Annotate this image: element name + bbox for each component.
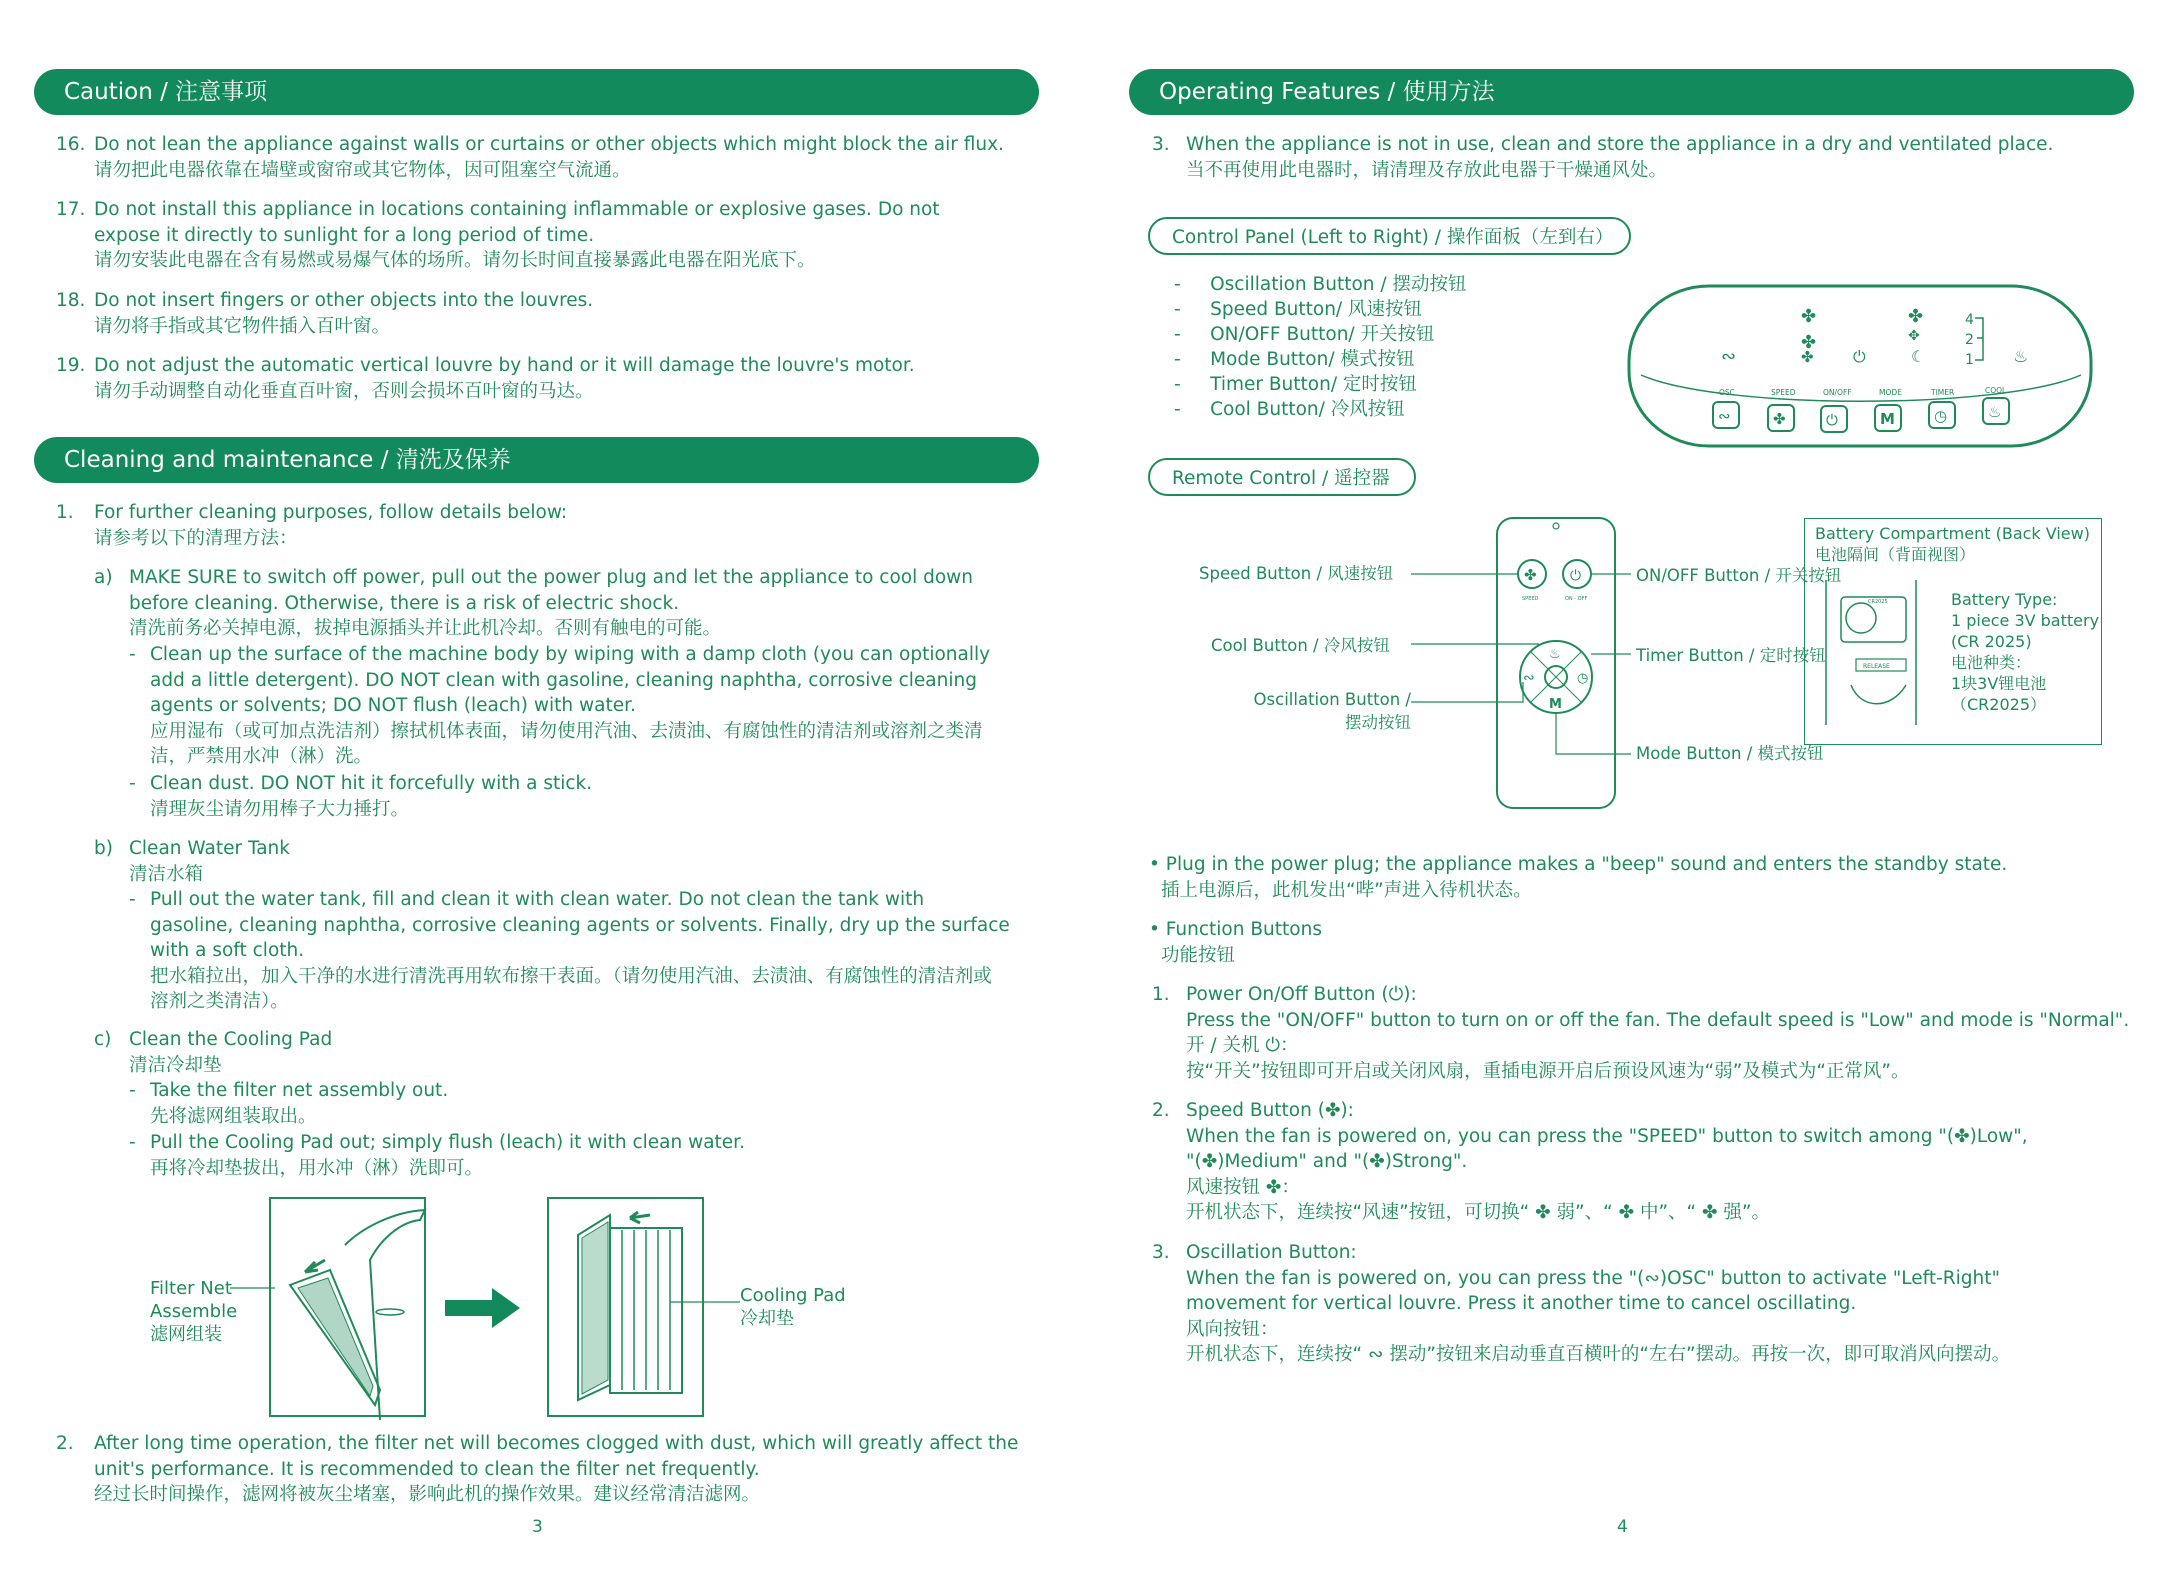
cleaning-a-sub-2: Clean dust. DO NOT hit it forcefully with a stick. 清理灰尘请勿用棒子大力捶打。 [150, 773, 593, 820]
caution-item-16: Do not lean the appliance against walls or curtains or other objects which might block the air flux. 请勿把此电器依靠在墙壁或窗帘或其它物体，因可阻塞空气流通。 [94, 134, 1004, 181]
pull-arrow-left [305, 1260, 325, 1272]
mode-natural-icon: ✥ [1908, 328, 1920, 344]
remote-label-speed: Speed Button / 风速按钮 [1199, 564, 1394, 583]
remote-speed-icon: ✤ [1524, 566, 1537, 584]
speed-indicator-mid-icon: ✤ [1801, 332, 1817, 353]
caution-num-18: 18. [56, 290, 86, 311]
power-indicator-icon: ⏻ [1853, 347, 1866, 366]
timer-mark-2: 2 [1965, 332, 1974, 348]
operating-num-3: 3. [1152, 134, 1170, 155]
osc-indicator-icon: ∾ [1721, 346, 1737, 367]
cleaning-title: Cleaning and maintenance / 清洗及保养 [64, 447, 511, 473]
label-cool: COOL [1985, 386, 2007, 395]
function-item-1: Power On/Off Button (⏻): Press the "ON/OFF" button to turn on or off the fan. The default speed is "Low" and mode is "Normal". 开 / 关机 ⏻： 按“开关”按钮即可开启或关闭风扇，重插电源开启后预设风速为“弱”及模式为“正常风”。 [1186, 984, 2130, 1082]
remote-label-cool: Cool Button / 冷风按钮 [1211, 636, 1390, 655]
remote-speed-text: SPEED [1522, 596, 1539, 602]
remote-ir-led [1553, 523, 1559, 529]
mode-sleep-icon: ☾ [1911, 347, 1926, 366]
function-buttons-heading: • Function Buttons 功能按钮 [1149, 919, 1322, 966]
remote-control-diagram [1411, 512, 1631, 812]
caution-num-17: 17. [56, 199, 86, 220]
function-num-3: 3. [1152, 1242, 1170, 1263]
control-list-item: - ON/OFF Button/ 开关按钮 [1174, 324, 1435, 345]
cleaning-c-dash-1: - [129, 1080, 136, 1101]
control-list-item: - Speed Button/ 风速按钮 [1174, 299, 1423, 320]
battery-type: Battery Type: 1 piece 3V battery (CR 2025) 电池种类： 1块3V锂电池 （CR2025） [1951, 590, 2100, 714]
cleaning-c-sub-2: Pull the Cooling Pad out; simply flush (leach) it with clean water. 再将冷却垫拔出，用水冲（淋）洗即可。 [150, 1132, 745, 1179]
battery-cell-text: CR2025 [1868, 599, 1888, 605]
big-arrow [445, 1288, 520, 1328]
cleaning-a-sub-1: Clean up the surface of the machine body by wiping with a damp cloth (you can optionally add a little detergent). DO NOT clean with gasoline, cleaning naphtha, corrosive cleaning agents or solvents; DO NOT flush (leach) with water. 应用湿布（或可加点洗洁剂）擦拭机体表面，请勿使用汽油、去渍油、有腐蚀性的清洁剂或溶剂之类清洁，严禁用水冲（淋）洗。 [150, 644, 991, 767]
pull-arrow-right [630, 1212, 650, 1223]
mode-normal-icon: ✤ [1908, 306, 1924, 327]
cleaning-b: Clean Water Tank 清洁水箱 [129, 838, 290, 885]
filter-net-mesh [298, 1278, 373, 1396]
remote-cool-icon: ♨ [1549, 647, 1561, 662]
filter-illustration [230, 1190, 750, 1420]
power-button-icon: ⏻ [1826, 411, 1838, 429]
battery-door-curve [1851, 685, 1906, 704]
timer-bracket [1975, 318, 1983, 360]
cleaning-c: Clean the Cooling Pad 清洁冷却垫 [129, 1029, 333, 1076]
handle-slot [376, 1309, 404, 1315]
filter-frame-box [270, 1198, 425, 1416]
cleaning-b-sub-1: Pull out the water tank, fill and clean it with clean water. Do not clean the tank with gasoline, cleaning naphtha, corrosive cleaning agents or solvents. Finally, dry up the surface with a soft cloth. 把水箱拉出，加入干净的水进行清洗再用软布擦干表面。（请勿使用汽油、去渍油、有腐蚀性的清洁剂或溶剂之类清洁）。 [150, 889, 1010, 1012]
cleaning-b-dash-1: - [129, 889, 136, 910]
control-list-item: - Oscillation Button / 摆动按钮 [1174, 274, 1467, 295]
caution-title: Caution / 注意事项 [64, 79, 268, 105]
mode-button-icon: M [1880, 410, 1895, 428]
caution-banner [34, 69, 1039, 115]
remote-label-onoff: ON/OFF Button / 开关按钮 [1636, 566, 1842, 585]
cleaning-a-dash-1: - [129, 644, 136, 665]
cleaning-num-2: 2. [56, 1433, 74, 1454]
remote-leader-lines [1411, 574, 1631, 754]
cleaning-b-label: b) [94, 838, 113, 859]
battery-title: Battery Compartment (Back View) 电池隔间（背面视图） [1815, 524, 2090, 564]
function-item-3: Oscillation Button: When the fan is powered on, you can press the "(∾)OSC" button to activate "Left-Right" movement for vertical louvre. Press it another time to cancel oscillating. 风向按钮： 开机状态下，连续按“ ∾ 摆动”按钮来启动垂直百横叶的“左右”摆动。再按一次，即可取消风向摆动。 [1186, 1242, 2011, 1365]
speed-button-icon: ✤ [1773, 410, 1786, 428]
control-list-item: - Timer Button/ 定时按钮 [1174, 374, 1417, 395]
cleaning-item-1: For further cleaning purposes, follow details below: 请参考以下的清理方法： [94, 502, 568, 549]
control-list [1174, 272, 1504, 422]
cleaning-item-2: After long time operation, the filter net will becomes clogged with dust, which will greatly affect the unit's performance. It is recommended to clean the filter net frequently. 经过长时间操作，滤网将被灰尘堵塞，影响此机的操作效果。建议经常清洁滤网。 [94, 1433, 1019, 1505]
operating-title: Operating Features / 使用方法 [1159, 79, 1495, 105]
panel-buttons [1713, 398, 2009, 432]
remote-label-osc: Oscillation Button / 摆动按钮 [1253, 690, 1411, 732]
remote-label-timer: Timer Button / 定时按钮 [1636, 646, 1826, 665]
cleaning-c-label: c) [94, 1029, 112, 1050]
function-num-1: 1. [1152, 984, 1170, 1005]
timer-button-icon: ◷ [1934, 407, 1948, 425]
caution-item-17: Do not install this appliance in locations containing inflammable or explosive gases. Do not expose it directly to sunlight for a long period of time. 请勿安装此电器在含有易燃或易爆气体的场所。请勿长时间直接暴露此电器在阳光底下。 [94, 199, 940, 271]
remote-control-pill: Remote Control / 遥控器 [1148, 458, 1416, 496]
panel-inner-curve [1641, 375, 2081, 401]
label-onoff: ON/OFF [1823, 388, 1852, 397]
remote-mode-icon: M [1549, 697, 1562, 712]
caution-item-19: Do not adjust the automatic vertical louvre by hand or it will damage the louvre's motor. 请勿手动调整自动化垂直百叶窗，否则会损坏百叶窗的马达。 [94, 355, 915, 402]
battery-compartment-illustration [1816, 575, 1926, 735]
remote-onoff-text: ON - OFF [1565, 596, 1588, 602]
control-panel-pill: Control Panel (Left to Right) / 操作面板（左到右） [1148, 217, 1631, 255]
timer-mark-4: 4 [1965, 312, 1974, 328]
speed-indicator-high-icon: ✤ [1801, 306, 1817, 327]
remote-power-icon: ⏻ [1570, 568, 1582, 584]
panel-button-icons [1718, 403, 2001, 429]
function-item-2: Speed Button (✤): When the fan is powered on, you can press the "SPEED" button to switch among "(✤)Low", "(✤)Medium" and "(✤)Strong". 风速按钮 ✤： 开机状态下，连续按“风速”按钮，可切换“ ✤ 弱”、“ ✤ 中”、“ ✤ 强”。 [1186, 1100, 2028, 1223]
cooling-pad-label: Cooling Pad 冷却垫 [740, 1285, 846, 1329]
filter-net-label: Filter Net Assemble 滤网组装 [150, 1278, 238, 1345]
caution-item-18: Do not insert fingers or other objects into the louvres. 请勿将手指或其它物件插入百叶窗。 [94, 290, 594, 337]
panel-labels [1719, 386, 2007, 397]
cleaning-a-label: a) [94, 567, 113, 588]
caution-num-19: 19. [56, 355, 86, 376]
label-mode: MODE [1879, 388, 1902, 397]
control-list-item: - Cool Button/ 冷风按钮 [1174, 399, 1405, 420]
speed-indicator-low-icon: ✤ [1801, 348, 1814, 366]
cleaning-c-sub-1: Take the filter net assembly out. 先将滤网组装取出。 [150, 1080, 449, 1127]
cooling-frame-box [548, 1198, 703, 1416]
cooling-pad-mesh [582, 1222, 608, 1394]
label-timer: TIMER [1931, 388, 1955, 397]
function-num-2: 2. [1152, 1100, 1170, 1121]
control-panel-diagram [1621, 280, 2101, 455]
release-text: RELEASE [1863, 663, 1890, 670]
cleaning-a-dash-2: - [129, 773, 136, 794]
cleaning-banner [34, 437, 1039, 483]
battery-cell [1846, 603, 1876, 633]
plug-in-note: • Plug in the power plug; the appliance makes a "beep" sound and enters the standby state. 插上电源后，此机发出“哔”声进入待机状态。 [1149, 854, 2008, 901]
page-number-right: 4 [1617, 1517, 1628, 1537]
remote-body [1497, 518, 1615, 808]
label-speed: SPEED [1771, 388, 1796, 397]
panel-indicators [1721, 306, 2028, 367]
operating-banner [1129, 69, 2134, 115]
cleaning-num-1: 1. [56, 502, 74, 523]
remote-label-mode: Mode Button / 模式按钮 [1636, 744, 1824, 763]
cooling-pad-ribs [622, 1230, 670, 1390]
cool-indicator-icon: ♨ [2013, 347, 2029, 367]
page-number-left: 3 [532, 1517, 543, 1537]
cleaning-c-dash-2: - [129, 1132, 136, 1153]
remote-timer-icon: ◷ [1577, 671, 1589, 686]
operating-item-3: When the appliance is not in use, clean and store the appliance in a dry and ventilated place. 当不再使用此电器时，请清理及存放此电器于干燥通风处。 [1186, 134, 2054, 181]
timer-indicators [1965, 312, 1983, 368]
cleaning-a: MAKE SURE to switch off power, pull out the power plug and let the appliance to cool down before cleaning. Otherwise, there is a risk of electric shock. 清洗前务必关掉电源，拔掉电源插头并让此机冷却。否则有触电的可能。 [129, 567, 974, 639]
timer-mark-1: 1 [1965, 352, 1974, 368]
caution-num-16: 16. [56, 134, 86, 155]
label-osc: OSC [1719, 388, 1735, 397]
remote-osc-icon: ∾ [1523, 670, 1535, 686]
osc-button-icon: ∾ [1718, 407, 1731, 425]
control-list-item: - Mode Button/ 模式按钮 [1174, 349, 1415, 370]
cool-button-icon: ♨ [1988, 403, 2002, 421]
